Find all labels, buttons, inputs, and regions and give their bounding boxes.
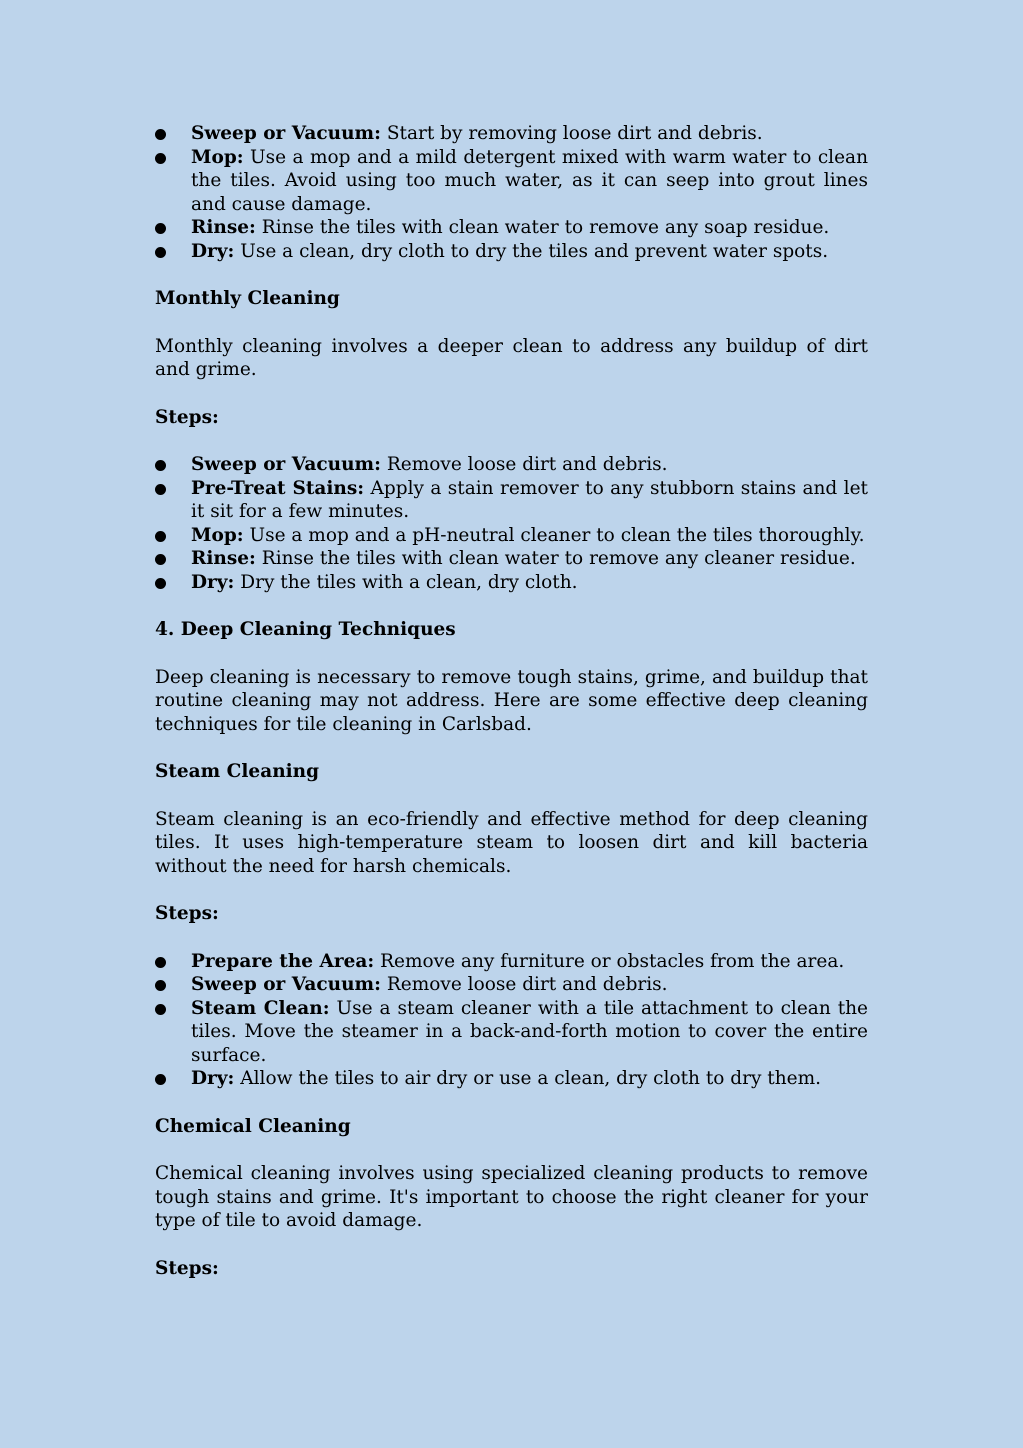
list-item — [155, 997, 868, 1068]
step-text: Rinse the tiles with clean water to remove any soap residue. — [261, 217, 830, 238]
step-term: Dry: — [191, 571, 235, 593]
bullet-icon — [155, 247, 166, 258]
step-text: Remove any furniture or obstacles from the area. — [380, 950, 845, 972]
step-term: Pre-Treat Stains: — [191, 477, 365, 499]
list-item — [155, 453, 868, 477]
steps-label: Steps: — [155, 1257, 219, 1279]
deep-cleaning-paragraph: Deep cleaning is necessary to remove tough stains, grime, and buildup that routine cleaning may not address. Here are some effective deep cleaning techniques for tile cleaning in Carlsbad. — [155, 666, 868, 735]
monthly-steps-list — [155, 453, 868, 594]
step-text: Start by removing loose dirt and debris. — [386, 123, 763, 144]
step-term: Prepare the Area: — [191, 950, 375, 972]
list-item — [155, 524, 868, 548]
steps-label: Steps: — [155, 903, 219, 924]
cleaning-steps-list — [155, 122, 868, 263]
step-text: Remove loose dirt and debris. — [386, 454, 668, 475]
bullet-icon — [155, 129, 166, 140]
steps-label: Steps: — [155, 406, 219, 428]
steam-steps-list — [155, 950, 868, 1091]
chemical-paragraph: Chemical cleaning involves using specialized cleaning products to remove tough stains and grime. It's important to choose the right cleaner for your type of tile to avoid damage. — [155, 1163, 868, 1231]
bullet-icon — [155, 1074, 166, 1085]
steam-paragraph: Steam cleaning is an eco-friendly and effective method for deep cleaning tiles. It uses high-temperature steam to loosen dirt and kill bacteria without the need for harsh chemicals. — [155, 808, 868, 877]
list-item — [155, 973, 868, 997]
step-term: Sweep or Vacuum: — [191, 123, 381, 144]
list-item — [155, 122, 868, 146]
list-item — [155, 571, 868, 595]
list-item — [155, 950, 868, 974]
list-item — [155, 1067, 868, 1091]
bullet-icon — [155, 554, 166, 565]
step-term: Mop: — [191, 146, 244, 168]
step-text: Use a steam cleaner with a tile attachment to clean the tiles. Move the steamer in a back-and-forth motion to cover the entire surface. — [191, 997, 868, 1066]
bullet-icon — [155, 153, 166, 164]
bullet-icon — [155, 460, 166, 471]
section-heading-monthly: Monthly Cleaning — [155, 288, 340, 309]
bullet-icon — [155, 223, 166, 234]
document-page — [155, 122, 868, 1280]
bullet-icon — [155, 957, 166, 968]
step-term: Mop: — [191, 524, 244, 546]
step-text: Use a mop and a pH-neutral cleaner to clean the tiles thoroughly. — [249, 524, 865, 546]
step-term: Steam Clean: — [191, 997, 330, 1019]
step-term: Dry: — [191, 240, 235, 262]
step-term: Sweep or Vacuum: — [191, 974, 381, 995]
bullet-icon — [155, 578, 166, 589]
step-text: Use a mop and a mild detergent mixed with warm water to clean the tiles. Avoid using too much water, as it can seep into grout lines and cause damage. — [191, 146, 868, 215]
step-term: Dry: — [191, 1068, 235, 1089]
list-item — [155, 240, 868, 264]
step-text: Use a clean, dry cloth to dry the tiles and prevent water spots. — [240, 240, 829, 262]
step-term: Rinse: — [191, 548, 256, 569]
list-item — [155, 547, 868, 571]
step-text: Apply a stain remover to any stubborn stains and let it sit for a few minutes. — [191, 477, 868, 522]
step-text: Dry the tiles with a clean, dry cloth. — [240, 571, 578, 593]
monthly-paragraph: Monthly cleaning involves a deeper clean to address any buildup of dirt and grime. — [155, 335, 868, 380]
bullet-icon — [155, 531, 166, 542]
list-item — [155, 146, 868, 217]
step-text: Allow the tiles to air dry or use a clean, dry cloth to dry them. — [240, 1068, 822, 1089]
bullet-icon — [155, 484, 166, 495]
section-heading-deep-cleaning: 4. Deep Cleaning Techniques — [155, 619, 456, 640]
section-heading-steam: Steam Cleaning — [155, 761, 320, 782]
step-term: Rinse: — [191, 217, 256, 238]
list-item — [155, 216, 868, 240]
bullet-icon — [155, 980, 166, 991]
bullet-icon — [155, 1004, 166, 1015]
list-item — [155, 477, 868, 524]
step-term: Sweep or Vacuum: — [191, 454, 381, 475]
step-text: Remove loose dirt and debris. — [386, 974, 668, 995]
step-text: Rinse the tiles with clean water to remove any cleaner residue. — [261, 548, 856, 569]
section-heading-chemical: Chemical Cleaning — [155, 1115, 351, 1137]
